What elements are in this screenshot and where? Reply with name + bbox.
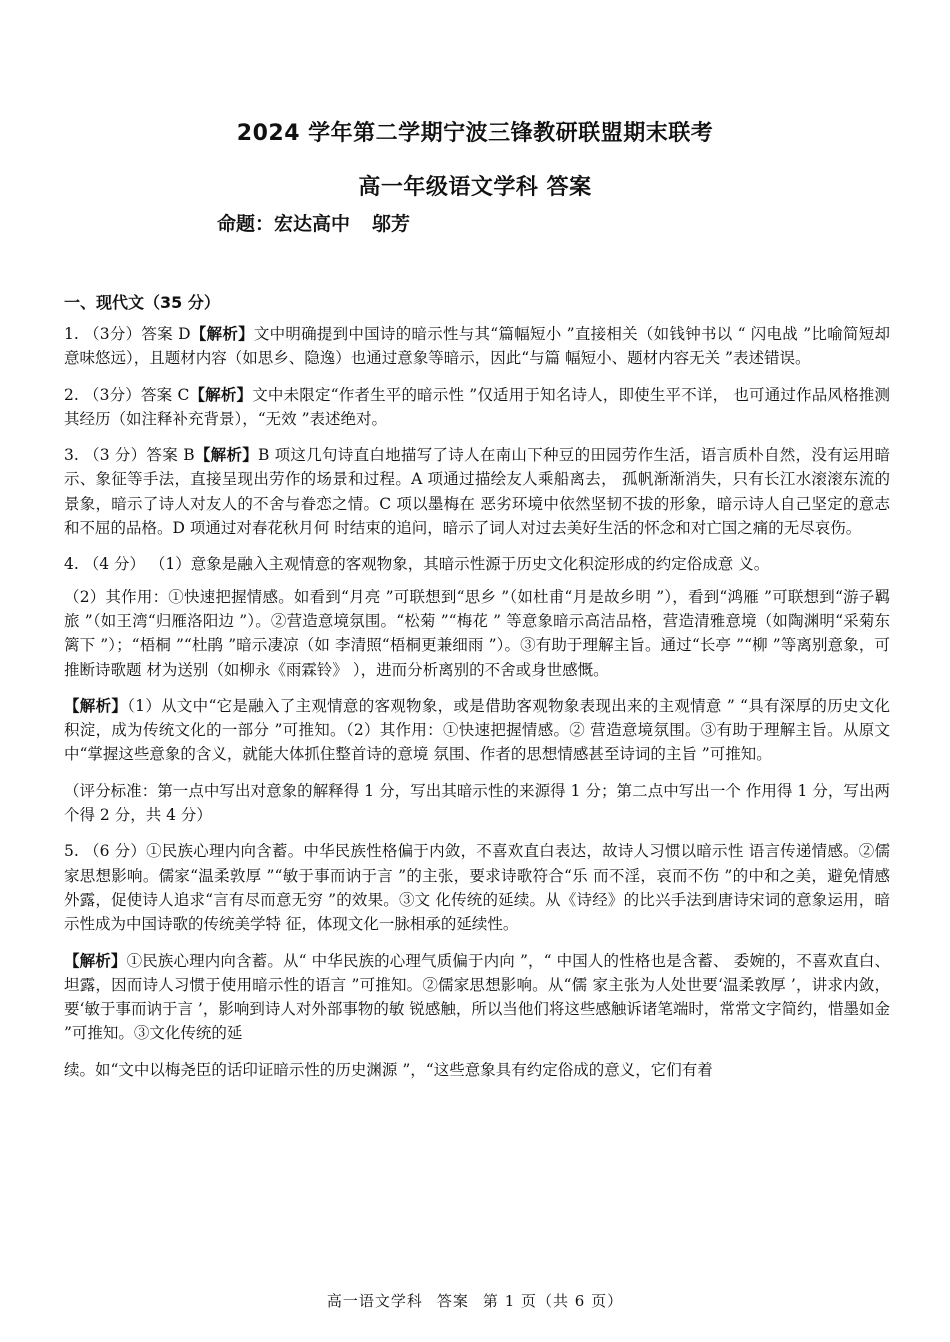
section-heading: 一、现代文（35 分） — [64, 293, 220, 312]
analysis-keyword: 【解析】 — [64, 951, 127, 970]
paragraph-text: 文中明确提到中国诗的暗示性与其“篇幅短小 ”直接相关（如钱钟书以 “ 闪电战 ”比喻简短却意味悠远），且题材内容（如思乡、隐逸）也通过意象等暗示，因此“与篇 幅短小、题材内容无关 ”表述错误。 — [64, 325, 890, 368]
answer-paragraph-3 — [64, 443, 890, 540]
answer-paragraph-2 — [64, 383, 890, 432]
paragraph-text: （2）其作用：①快速把握情感。如看到“月亮 ”可联想到“思乡 ”（如杜甫“月是故乡明 ”），看到“鸿雁 ”可联想到“游子羁旅 ”（如王湾“归雁洛阳边 ”）。②营造意境氛围。“松菊 ”“梅花 ” 等意象暗示高洁品格，营造清雅意境（如陶渊明“采菊东篱下 ”）；“梧桐 ”“杜鹃 ”暗示凄凉（如 李清照“梧桐更兼细雨 ”）。③有助于理解主旨。通过“长亭 ”“柳 ”等离别意象，可推断诗歌题 材为送别（如柳永《雨霖铃》 ），进而分析离别的不舍或身世感慨。 — [64, 587, 890, 679]
paragraph-text: B 项这几句诗直白地描写了诗人在南山下种豆的田园劳作生活，语言质朴自然，没有运用暗示、象征等手法，直接呈现出劳作的场景和过程。A 项通过描绘友人乘船离去， 孤帆渐渐消失，只有长江水滚滚东流的景象，暗示了诗人对友人的不舍与眷恋之情。C 项以墨梅在 恶劣环境中依然坚韧不拔的形象，暗示诗人自己坚定的意志和不屈的品格。D 项通过对春花秋月何 时结束的追问，暗示了词人对过去美好生活的怀念和对亡国之痛的无尽哀伤。 — [64, 446, 890, 538]
answer-paragraph-1 — [64, 322, 890, 371]
scoring-criteria — [64, 779, 890, 828]
page-footer — [0, 1290, 950, 1311]
analysis-keyword: 【解析】 — [194, 446, 259, 465]
analysis-paragraph-4 — [64, 694, 890, 767]
author-line — [217, 209, 410, 236]
paragraph-text: （1）从文中“它是融入了主观情意的客观物象，或是借助客观物象表现出来的主观情意 ” “具有深厚的历史文化积淀，成为传统文化的一部分 ”可推知。（2）其作用：①快速把握情感。② 营造意境氛围。③有助于理解主旨。从原文中“掌握这些意象的含义，就能大体抓住整首诗的意境 氛围、作者的思想情感甚至诗词的主旨 ”可推知。 — [64, 696, 890, 764]
paragraph-text: ①民族心理内向含蓄。从“ 中华民族的心理气质偏于内向 ”，“ 中国人的性格也是含蓄、 委婉的，不喜欢直白、坦露，因而诗人习惯于使用暗示性的语言 ”可推知。②儒家思想影响。从“儒 家主张为人处世要‘温柔敦厚 ’，讲求内敛，要‘敏于事而讷于言 ’，影响到诗人对外部事物的敏 锐感触，所以当他们将这些感触诉诸笔端时，常常文字简约，惜墨如金 ”可推知。③文化传统的延 — [64, 951, 890, 1043]
paragraph-text: 续。如“文中以梅尧臣的话印证暗示性的历史渊源 ”，“这些意象具有约定俗成的意义，它们有着 — [64, 1060, 713, 1079]
answer-content — [64, 322, 890, 1082]
document-title: 2024 学年第二学期宁波三锋教研联盟期末联考 — [236, 121, 714, 146]
footer-subject: 高一语文学科 — [326, 1292, 423, 1310]
continued-paragraph — [64, 1058, 890, 1082]
answer-paragraph-4 — [64, 552, 890, 576]
footer-label: 答案 — [436, 1292, 469, 1310]
paragraph-text: 文中未限定“作者生平的暗示性 ”仅适用于知名诗人，即使生平不详， 也可通过作品风格推测其经历（如注释补充背景），“无效 ”表述绝对。 — [64, 385, 890, 428]
paragraph-lead: 1. （3分）答案 D — [64, 325, 191, 343]
answer-paragraph-4-part2 — [64, 585, 890, 682]
author-label: 命题：宏达高中 — [217, 213, 351, 235]
page-number: 第 1 页（共 6 页） — [482, 1292, 624, 1310]
paragraph-text: 5. （6 分）①民族心理内向含蓄。中华民族性格偏于内敛，不喜欢直白表达，故诗人习惯以暗示性 语言传递情感。②儒家思想影响。儒家“温柔敦厚 ”“敏于事而讷于言 ”的主张，要求诗歌符合“乐 而不淫，哀而不伤 ”的中和之美，避免情感外露，促使诗人追求“言有尽而意无穷 ”的效果。③文 化传统的延续。从《诗经》的比兴手法到唐诗宋词的意象运用，暗示性成为中国诗歌的传统美学特 征，体现文化一脉相承的延续性。 — [64, 842, 890, 934]
paragraph-lead: 3. （3 分）答案 B — [64, 446, 195, 465]
answer-paragraph-5 — [64, 839, 890, 936]
analysis-keyword: 【解析】 — [64, 696, 128, 715]
analysis-keyword: 【解析】 — [190, 325, 254, 343]
paragraph-lead: 2. （3分）答案 C — [64, 385, 190, 404]
author-name: 邬芳 — [372, 213, 411, 235]
document-subtitle: 高一年级语文学科 答案 — [358, 175, 592, 200]
analysis-keyword: 【解析】 — [189, 385, 253, 404]
paragraph-text: （评分标准：第一点中写出对意象的解释得 1 分，写出其暗示性的来源得 1 分；第二点中写出一个 作用得 1 分，写出两个得 2 分，共 4 分） — [64, 781, 890, 825]
paragraph-text: 4. （4 分） （1）意象是融入主观情意的客观物象，其暗示性源于历史文化积淀形成的约定俗成意 义。 — [64, 555, 770, 574]
analysis-paragraph-5 — [64, 949, 890, 1046]
